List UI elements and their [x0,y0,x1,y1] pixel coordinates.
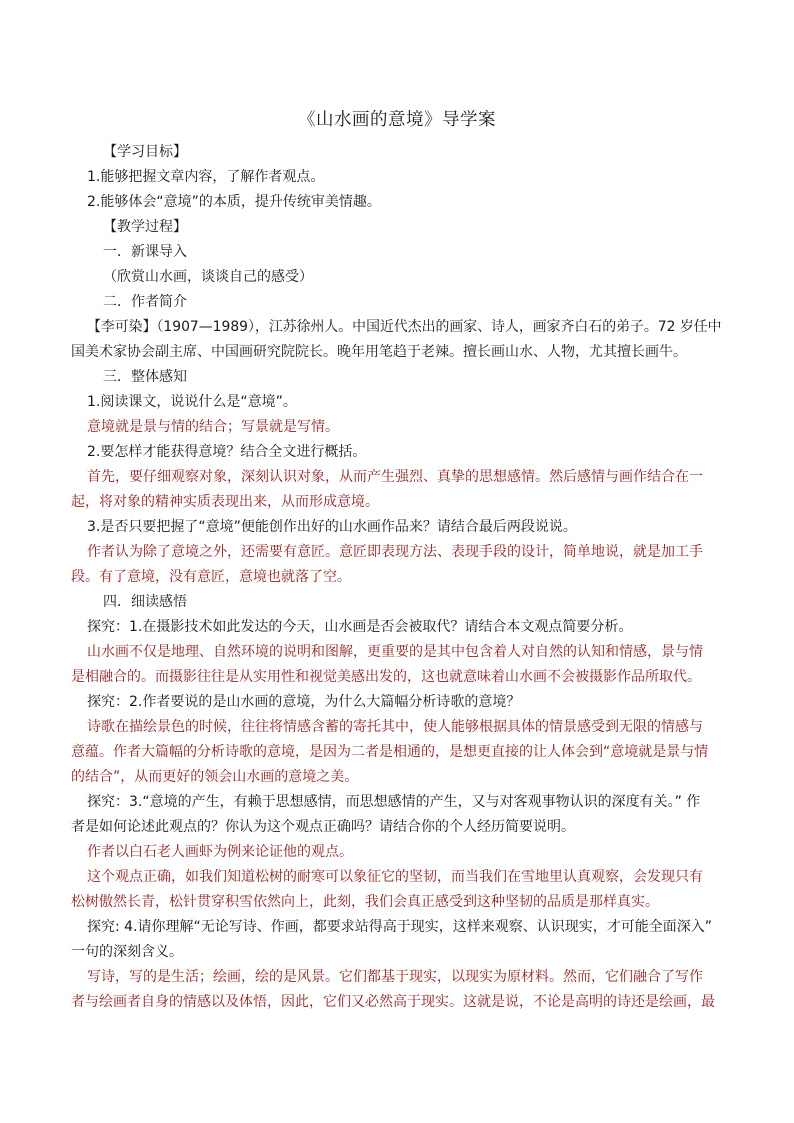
text-line: 首先，要仔细观察对象，深刻认识对象，从而产生强烈、真挚的思想感情。然后感情与画作结合在一 [87,469,703,485]
text-line: 国美术家协会副主席、中国画研究院院长。晚年用笔趋于老辣。擅长画山水、人物，尤其擅长画牛。 [71,344,687,360]
text-line: 【学习目标】 [103,144,187,160]
text-line: 作者以白石老人画虾为例来论证他的观点。 [87,844,353,860]
text-line: 二．作者简介 [103,294,187,310]
text-line: 段。有了意境，没有意匠，意境也就落了空。 [71,569,351,585]
page-title: 《山水画的意境》导学案 [298,110,496,130]
text-line: 一．新课导入 [103,244,187,260]
text-line: 探究：3.“意境的产生，有赖于思想感情，而思想感情的产生，又与对客观事物认识的深度有关。” 作 [87,794,701,810]
text-line: 诗歌在描绘景色的时候，往往将情感含蓄的寄托其中，使人能够根据具体的情景感受到无限的情感与 [87,719,703,735]
text-line: 起，将对象的精神实质表现出来，从而形成意境。 [71,494,379,510]
text-line: 松树傲然长青，松针贯穿积雪依然向上，此刻，我们会真正感受到这种坚韧的品质是那样真实。 [71,894,659,910]
text-line: 者是如何论述此观点的？你认为这个观点正确吗？请结合你的个人经历简要说明。 [71,819,575,835]
text-line: （欣赏山水画，谈谈自己的感受） [103,269,313,285]
text-line: 三．整体感知 [103,369,187,385]
text-line: 写诗，写的是生活；绘画，绘的是风景。它们都基于现实，以现实为原材料。然而，它们融合了写作 [87,969,703,985]
text-line: 作者认为除了意境之外，还需要有意匠。意匠即表现方法、表现手段的设计，简单地说，就是加工手 [87,544,703,560]
text-line: 者与绘画者自身的情感以及体悟，因此，它们又必然高于现实。这就是说，不论是高明的诗还是绘画，最 [71,994,715,1010]
text-line: 的结合”，从而更好的领会山水画的意境之美。 [71,769,359,785]
text-line: 一句的深刻含义。 [71,944,183,960]
text-line: 是相融合的。而摄影往往是从实用性和视觉美感出发的，这也就意味着山水画不会被摄影作品所取代。 [71,669,701,685]
text-line: 【教学过程】 [103,219,187,235]
text-line: 1.阅读课文，说说什么是“意境”。 [87,394,297,410]
text-line: 这个观点正确，如我们知道松树的耐寒可以象征它的坚韧，而当我们在雪地里认真观察，会发现只有 [87,869,703,885]
text-line: 2.要怎样才能获得意境？结合全文进行概括。 [87,444,367,460]
text-line: 1.能够把握文章内容，了解作者观点。 [87,169,325,185]
text-line: 3.是否只要把握了“意境”便能创作出好的山水画作品来？请结合最后两段说说。 [87,519,577,535]
text-line: 【李可染】（1907—1989），江苏徐州人。中国近代杰出的画家、诗人，画家齐白石的弟子。72 岁任中 [87,319,722,335]
text-line: 四．细读感悟 [103,594,187,610]
text-line: 探究: 4.请你理解“无论写诗、作画，都要求站得高于现实，这样来观察、认识现实，才可能全面深入” [87,919,713,935]
text-line: 意境就是景与情的结合；写景就是写情。 [87,419,339,435]
text-line: 探究：1.在摄影技术如此发达的今天，山水画是否会被取代？请结合本文观点简要分析。 [87,619,633,635]
text-line: 探究：2.作者要说的是山水画的意境，为什么大篇幅分析诗歌的意境？ [87,694,521,710]
text-line: 2.能够体会“意境”的本质，提升传统审美情趣。 [87,194,381,210]
text-line: 山水画不仅是地理、自然环境的说明和图解，更重要的是其中包含着人对自然的认知和情感，景与情 [87,644,703,660]
text-line: 意蕴。作者大篇幅的分析诗歌的意境，是因为二者是相通的，是想更直接的让人体会到“意境就是景与情 [71,744,709,760]
